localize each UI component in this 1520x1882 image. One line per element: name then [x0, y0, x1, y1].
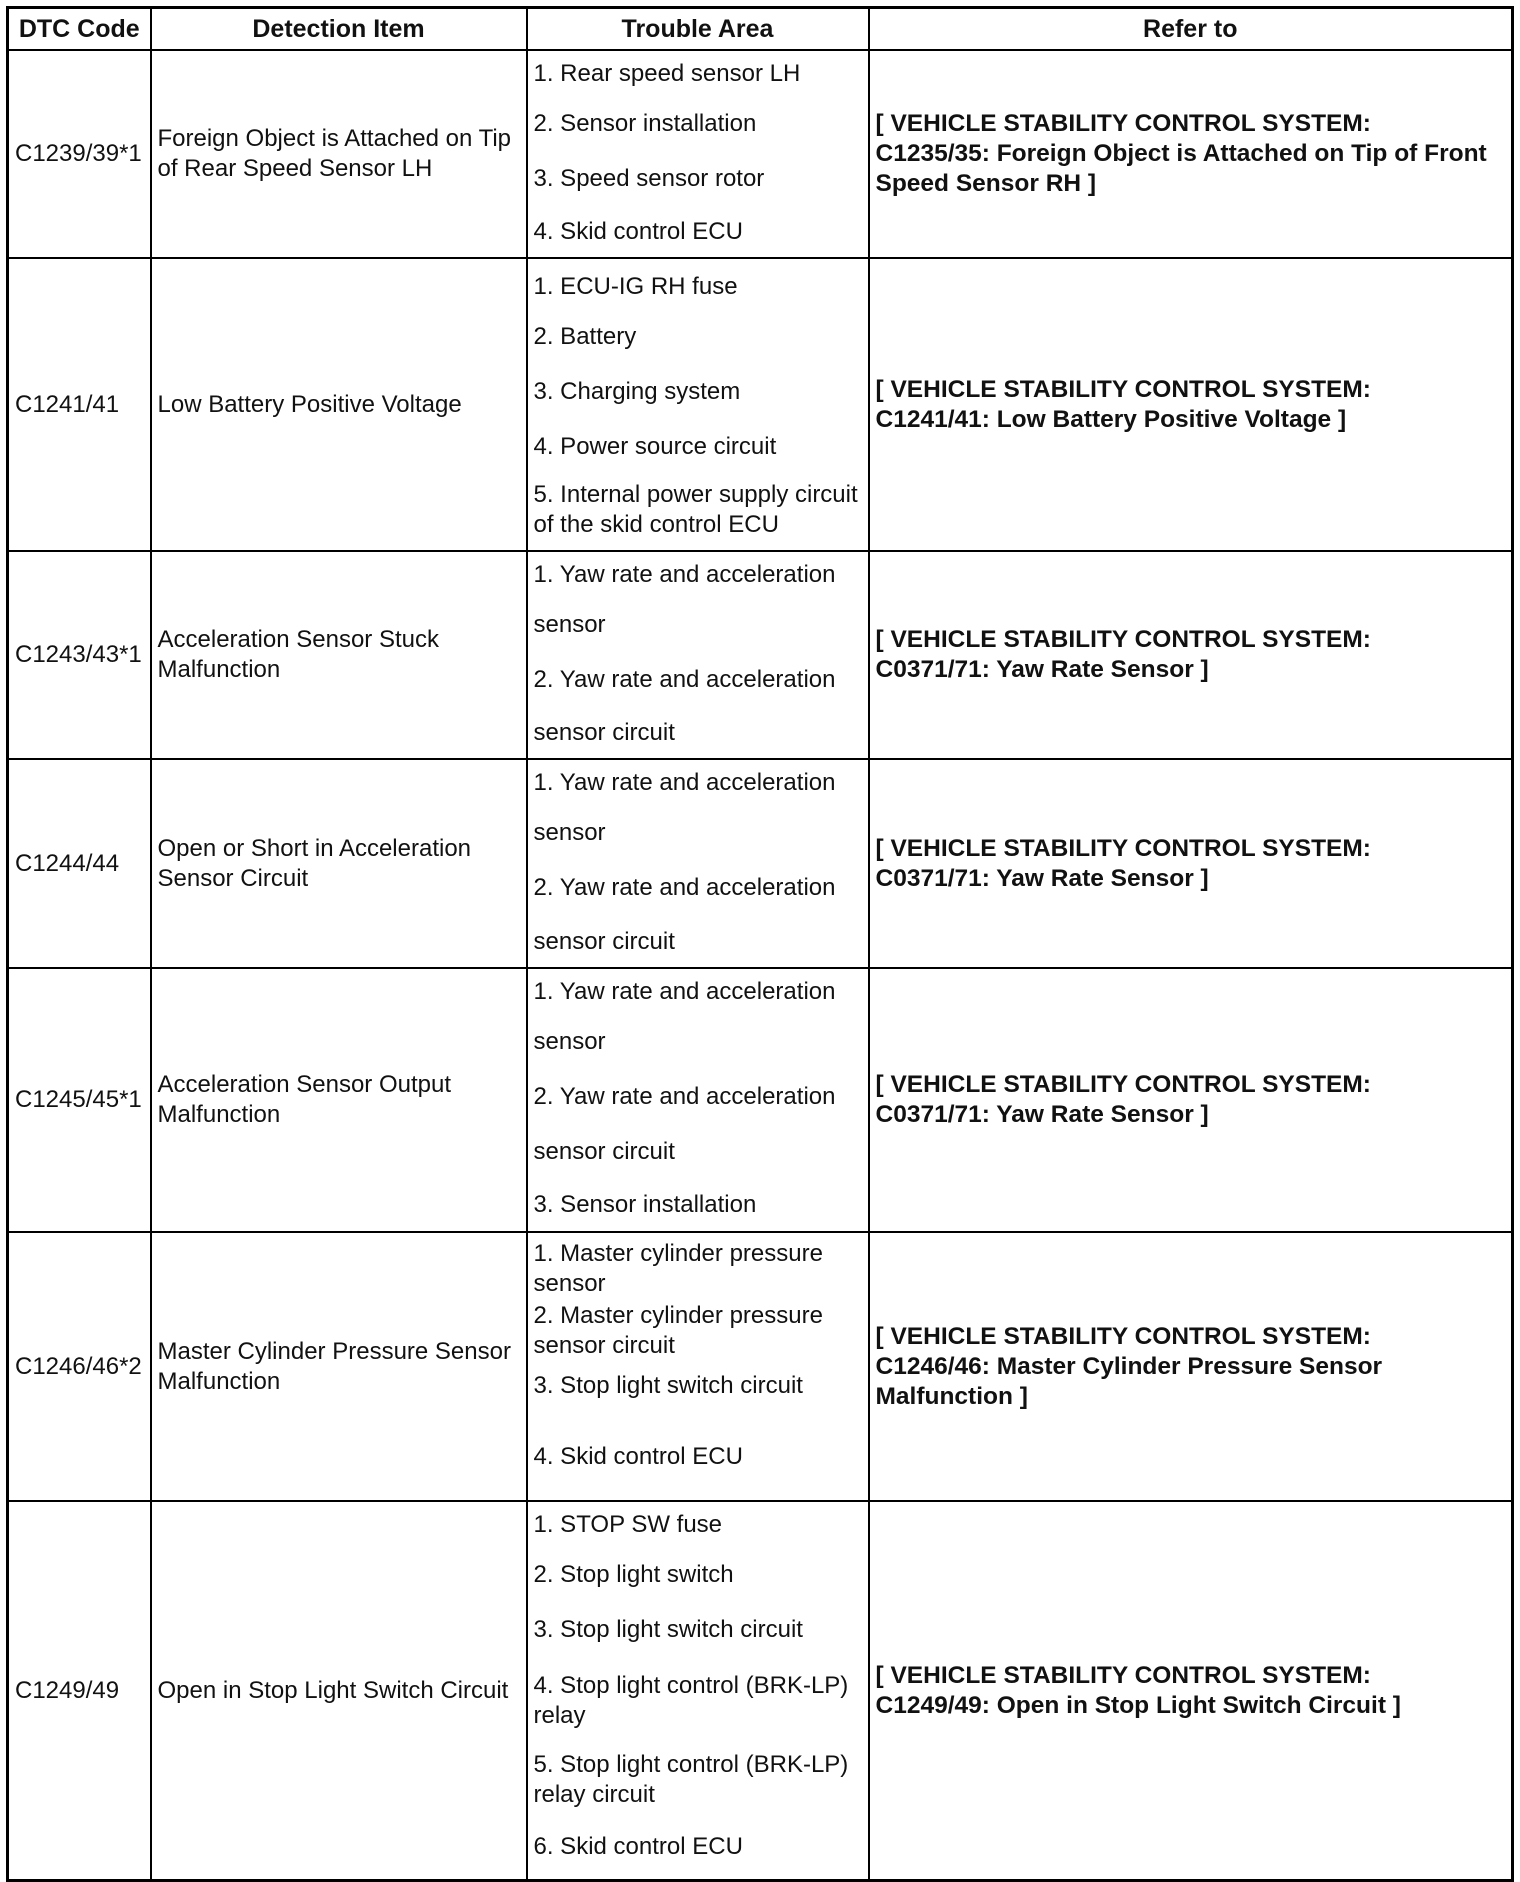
- refer-to: [869, 968, 1513, 1232]
- trouble-area-item: 4. Skid control ECU: [533, 1443, 743, 1470]
- refer-system: [ VEHICLE STABILITY CONTROL SYSTEM:: [875, 375, 1371, 403]
- trouble-area-item: 2. Yaw rate and acceleration: [533, 666, 836, 693]
- header-dtc-code: DTC Code: [8, 8, 151, 51]
- detection-item: Open in Stop Light Switch Circuit: [151, 1501, 527, 1881]
- trouble-area-item: 3. Charging system: [533, 378, 741, 405]
- header-refer-to: Refer to: [869, 8, 1513, 51]
- trouble-area-item: 3. Sensor installation: [533, 1191, 757, 1218]
- trouble-area-list: [534, 264, 862, 545]
- table-body: [8, 50, 1513, 1881]
- trouble-area: [527, 258, 869, 551]
- trouble-area-item: 1. Yaw rate and acceleration: [533, 561, 836, 588]
- header-trouble-area: Trouble Area: [527, 8, 869, 51]
- refer-dtc: C0371/71: Yaw Rate Sensor ]: [875, 1101, 1209, 1128]
- trouble-area-list: [534, 969, 862, 1231]
- table-row: [8, 50, 1513, 258]
- dtc-code: C1249/49: [8, 1501, 151, 1881]
- trouble-area: [527, 551, 869, 759]
- table-header: [8, 8, 1513, 51]
- trouble-area-item: 3. Stop light switch circuit: [533, 1616, 803, 1643]
- refer-to: [869, 759, 1513, 968]
- trouble-area-item: sensor circuit: [533, 719, 675, 746]
- refer-system: [ VEHICLE STABILITY CONTROL SYSTEM:: [875, 1322, 1371, 1350]
- trouble-area-item: 1. ECU-IG RH fuse: [533, 273, 738, 300]
- trouble-area-item: 2. Stop light switch: [533, 1561, 734, 1588]
- trouble-area-item: 4. Stop light control (BRK-LP) relay: [533, 1672, 849, 1729]
- refer-to: [869, 258, 1513, 551]
- trouble-area-item: 1. STOP SW fuse: [533, 1511, 723, 1538]
- table-row: [8, 551, 1513, 759]
- trouble-area-item: sensor: [533, 611, 606, 638]
- refer-system: [ VEHICLE STABILITY CONTROL SYSTEM:: [875, 1661, 1371, 1689]
- refer-dtc: C1241/41: Low Battery Positive Voltage ]: [875, 405, 1347, 433]
- trouble-area-item: 2. Master cylinder pressure sensor circuit: [533, 1302, 823, 1359]
- header-row: [8, 8, 1513, 51]
- table-row: [8, 1232, 1513, 1501]
- trouble-area-list: [534, 51, 862, 257]
- trouble-area-item: 4. Power source circuit: [533, 433, 777, 460]
- trouble-area-item: 3. Speed sensor rotor: [533, 165, 765, 192]
- table-row: [8, 968, 1513, 1232]
- trouble-area-list: [534, 1502, 862, 1879]
- trouble-area: [527, 50, 869, 258]
- detection-item: Master Cylinder Pressure Sensor Malfunction: [151, 1232, 527, 1501]
- trouble-area-list: [534, 760, 862, 967]
- header-detection-item: Detection Item: [151, 8, 527, 51]
- trouble-area-item: 5. Stop light control (BRK-LP) relay circuit: [533, 1750, 849, 1808]
- refer-system: [ VEHICLE STABILITY CONTROL SYSTEM:: [875, 1071, 1371, 1098]
- trouble-area-item: 6. Skid control ECU: [533, 1833, 743, 1860]
- trouble-area: [527, 759, 869, 968]
- trouble-area-item: sensor: [533, 1028, 606, 1055]
- trouble-area-item: sensor circuit: [533, 1138, 675, 1165]
- detection-item: Open or Short in Acceleration Sensor Circuit: [151, 759, 527, 968]
- refer-dtc: C0371/71: Yaw Rate Sensor ]: [875, 656, 1209, 683]
- detection-item: Acceleration Sensor Output Malfunction: [151, 968, 527, 1232]
- trouble-area-item: sensor: [533, 819, 606, 846]
- refer-system: [ VEHICLE STABILITY CONTROL SYSTEM:: [875, 834, 1371, 862]
- detection-item: Foreign Object is Attached on Tip of Rear Speed Sensor LH: [151, 50, 527, 258]
- table-row: [8, 258, 1513, 551]
- refer-dtc: C1235/35: Foreign Object is Attached on Tip of Front Speed Sensor RH ]: [875, 140, 1487, 197]
- trouble-area: [527, 1501, 869, 1881]
- trouble-area-item: 2. Yaw rate and acceleration: [533, 1083, 836, 1110]
- trouble-area-list: [534, 552, 862, 758]
- trouble-area-item: 1. Master cylinder pressure sensor: [533, 1239, 823, 1297]
- trouble-area-item: 1. Rear speed sensor LH: [533, 60, 801, 87]
- refer-to: [869, 50, 1513, 258]
- refer-to: [869, 551, 1513, 759]
- refer-system: [ VEHICLE STABILITY CONTROL SYSTEM:: [875, 626, 1371, 653]
- refer-to: [869, 1232, 1513, 1501]
- trouble-area-item: 5. Internal power supply circuit of the skid control ECU: [533, 480, 858, 538]
- trouble-area-item: 1. Yaw rate and acceleration: [533, 978, 836, 1005]
- table-row: [8, 1501, 1513, 1881]
- trouble-area-item: 2. Sensor installation: [533, 110, 757, 137]
- trouble-area-item: 2. Battery: [533, 323, 637, 350]
- refer-dtc: C1246/46: Master Cylinder Pressure Sensor Malfunction ]: [875, 1352, 1383, 1410]
- dtc-code: C1244/44: [8, 759, 151, 968]
- dtc-code: C1239/39*1: [8, 50, 151, 258]
- detection-item: Acceleration Sensor Stuck Malfunction: [151, 551, 527, 759]
- trouble-area-item: 2. Yaw rate and acceleration: [533, 874, 836, 901]
- trouble-area-item: sensor circuit: [533, 927, 675, 955]
- detection-item: Low Battery Positive Voltage: [151, 258, 527, 551]
- trouble-area-item: 1. Yaw rate and acceleration: [533, 769, 836, 796]
- refer-to: [869, 1501, 1513, 1881]
- trouble-area-item: 3. Stop light switch circuit: [533, 1372, 803, 1399]
- trouble-area: [527, 1232, 869, 1501]
- dtc-code: C1241/41: [8, 258, 151, 551]
- refer-dtc: C0371/71: Yaw Rate Sensor ]: [875, 864, 1209, 892]
- refer-dtc: C1249/49: Open in Stop Light Switch Circuit ]: [875, 1691, 1401, 1719]
- trouble-area-item: 4. Skid control ECU: [533, 218, 743, 245]
- trouble-area: [527, 968, 869, 1232]
- dtc-code: C1245/45*1: [8, 968, 151, 1232]
- dtc-code: C1246/46*2: [8, 1232, 151, 1501]
- refer-system: [ VEHICLE STABILITY CONTROL SYSTEM:: [875, 110, 1371, 137]
- table-row: [8, 759, 1513, 968]
- trouble-area-list: [534, 1233, 862, 1500]
- dtc-table: [6, 6, 1514, 1882]
- dtc-code: C1243/43*1: [8, 551, 151, 759]
